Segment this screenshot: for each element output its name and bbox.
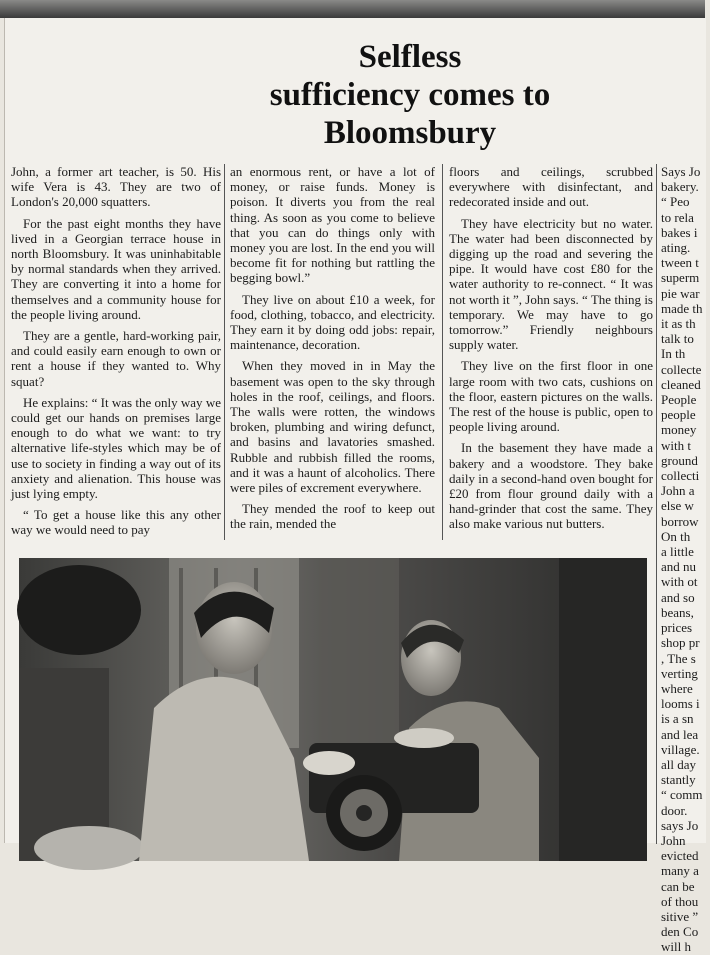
cropped-column-line: of thou <box>661 893 699 909</box>
cropped-column-line: many a <box>661 863 699 879</box>
cropped-column-line: shop pr <box>661 635 700 651</box>
article-headline <box>245 38 575 152</box>
cropped-column-line: is a sn <box>661 711 694 727</box>
cropped-column-line: pie war <box>661 285 700 301</box>
cropped-column-line: and lea <box>661 726 699 742</box>
cropped-column-line: “ Peo <box>661 194 690 210</box>
paragraph: They mended the roof to keep out the rain, mended the <box>230 501 435 532</box>
paragraph: They are a gentle, hard-working pair, and could easily earn enough to own or rent a house if they wanted to. Why squat? <box>11 328 221 389</box>
cropped-column-line: verting <box>661 665 698 681</box>
column-rule <box>442 164 443 540</box>
cropped-column-line: village. <box>661 741 700 757</box>
headline-line: sufficiency comes to <box>269 77 551 113</box>
article-column-1 <box>11 164 221 540</box>
cropped-column-line: looms i <box>661 696 700 712</box>
cropped-column-line: , The s <box>661 650 696 666</box>
cropped-column-line: tween t <box>661 255 699 271</box>
cropped-column-line: On th <box>661 528 691 544</box>
scan-top-edge <box>0 0 705 18</box>
cropped-column-line: and so <box>661 589 695 605</box>
article-photograph <box>19 558 647 861</box>
cropped-column-line: collecti <box>661 468 700 484</box>
cropped-column-line: money <box>661 422 697 438</box>
cropped-column-line: sitive ” <box>661 908 699 924</box>
cropped-column-line: all day <box>661 756 697 772</box>
cropped-column-line: people <box>661 407 696 423</box>
cropped-column-line: with t <box>661 437 691 453</box>
cropped-column-line: superm <box>661 270 700 286</box>
photo-squatters-grinding-flour <box>19 558 647 861</box>
cropped-column-line: and nu <box>661 559 697 575</box>
cropped-column-line: door. <box>661 802 688 818</box>
cropped-column-line: talk to <box>661 331 694 347</box>
cropped-column-line: Says Jo <box>661 164 701 179</box>
paragraph: When they moved in in May the basement was open to the sky through holes in the roof, ceilings, and floors. The walls were rotten, the windows broken, plumbing and wiring defunct, and basins and lavatories smashed. Rubble and rubbish filled the rooms, and it was a haunt of alcoholics. There were piles of excrement everywhere. <box>230 358 435 496</box>
paragraph: floors and ceilings, scrubbed everywhere with disinfectant, and redecorated inside and out. <box>449 164 653 210</box>
paragraph: For the past eight months they have lived in a Georgian terrace house in north Bloomsbury. It was uninhabitable by normal standards when they arrived. They are converting it into a home for themselves and a community house for the people living around. <box>11 215 221 322</box>
paragraph: John, a former art teacher, is 50. His wife Vera is 43. They are two of London's 20,000 squatters. <box>11 164 221 210</box>
column-rule <box>656 164 657 844</box>
cropped-column-line: John a <box>661 483 695 499</box>
cropped-column-line: bakery. <box>661 179 699 195</box>
cropped-column-line: it as th <box>661 316 696 332</box>
cropped-column-line: In th <box>661 346 686 362</box>
cropped-column-line: den Co <box>661 924 699 940</box>
cropped-column-line: borrow <box>661 513 699 529</box>
cropped-column-line: else w <box>661 498 694 514</box>
cropped-column-line: stantly <box>661 772 696 788</box>
paragraph: an enormous rent, or have a lot of money, or raise funds. Money is poison. It diverts you from the real thing. As soon as you come to believe that you can do things only with money you are lost. In the end you will become fit for nothing but rattling the begging bowl.” <box>230 164 435 286</box>
article-column-3 <box>449 164 653 540</box>
cropped-column-line: to rela <box>661 209 694 225</box>
paragraph: They live on the first floor in one large room with two cats, cushions on the floor, eastern pictures on the walls. The rest of the house is public, open to people living around. <box>449 358 653 435</box>
cropped-column-line: collecte <box>661 361 702 377</box>
newspaper-clipping <box>4 18 706 955</box>
article-column-4-cropped <box>661 164 710 955</box>
paragraph: “ To get a house like this any other way we would need to pay <box>11 507 221 538</box>
cropped-column-line: made th <box>661 300 703 316</box>
cropped-column-line: John <box>661 832 686 848</box>
cropped-column-line: ground <box>661 452 698 468</box>
cropped-column-line: ating. <box>661 240 691 256</box>
cropped-column-line: beans, <box>661 604 694 620</box>
headline-line: Selfless <box>358 39 462 75</box>
paragraph: They live on about £10 a week, for food, clothing, tobacco, and electricity. They earn it by doing odd jobs: repair, maintenance, decoration. <box>230 291 435 353</box>
headline-line: Bloomsbury <box>323 115 497 151</box>
cropped-column-line: says Jo <box>661 817 699 833</box>
paragraph: In the basement they have made a bakery and a woodstore. They bake daily in a second-hand oven bought for £20 from flour ground daily with a hand-grinder that cost the same. They also make various nut butters. <box>449 440 653 532</box>
column-rule <box>224 164 225 540</box>
cropped-column-line: a little <box>661 544 694 560</box>
cropped-column-line: bakes i <box>661 224 698 240</box>
cropped-column-line: will h <box>661 939 691 955</box>
cropped-column-line: cleaned <box>661 376 701 392</box>
cropped-column-line: evicted <box>661 848 699 864</box>
paragraph: He explains: “ It was the only way we could get our hands on premises large enough to do what we want: to try alternative life-styles which may be of use to society in finding a way out of its anxiety and alienation. This house was just lying empty. <box>11 394 221 502</box>
cropped-column-line: “ comm <box>661 787 703 803</box>
cropped-column-line: with ot <box>661 574 698 590</box>
cropped-column-line: can be <box>661 878 695 894</box>
article-column-2 <box>230 164 435 540</box>
cropped-column-line: prices <box>661 620 693 636</box>
cropped-column-line: People <box>661 392 697 408</box>
cropped-column-line: where <box>661 680 693 696</box>
paragraph: They have electricity but no water. The water had been disconnected by digging up the road and severing the pipe. It would have cost £80 for the water authority to re-connect. “ It was not worth it ”, John says. “ The thing is temporary. We may have to go tomorrow.” Friendly neighbours supply water. <box>449 215 653 353</box>
